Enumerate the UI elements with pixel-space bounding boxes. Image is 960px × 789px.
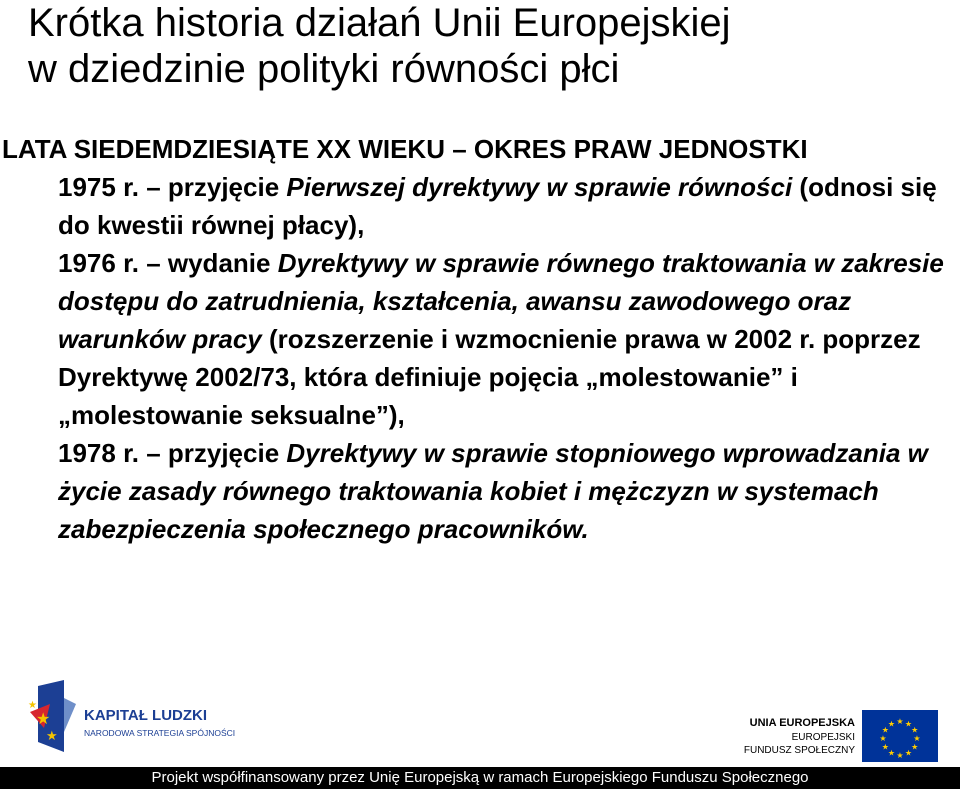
logo-left-name: KAPITAŁ LUDZKI	[84, 707, 208, 724]
svg-text:★: ★	[28, 700, 37, 711]
svg-text:★: ★	[46, 729, 58, 744]
slide-content	[0, 130, 960, 548]
slide-title	[28, 0, 948, 92]
item-year: 1976 r. – wydanie	[58, 248, 271, 278]
item-1978	[0, 434, 960, 548]
eu-star-icon: ★	[904, 748, 913, 758]
item-year: 1975 r. – przyjęcie	[58, 172, 280, 202]
eu-star-icon: ★	[913, 734, 921, 743]
item-1976	[0, 244, 960, 434]
title-line-2: w dziedzinie polityki równości płci	[28, 47, 620, 91]
eu-star-icon: ★	[911, 725, 919, 735]
item-directive: Dyrektywy w sprawie stopniowego wprowadzania w życie zasady równego traktowania kobiet i mężczyzn w systemach zabezpieczenia społecznego pracowników.	[58, 438, 928, 544]
kapital-ludzki-logo	[20, 678, 250, 758]
eu-star-icon: ★	[904, 719, 913, 729]
eu-fund-logo	[740, 708, 940, 764]
item-rest: (rozszerzenie i wzmocnienie prawa w 2002 r. poprzez Dyrektywę 2002/73, która definiuje pojęcia „molestowanie” i „molestowanie seksualne”),	[58, 324, 921, 430]
eu-star-icon: ★	[896, 717, 904, 726]
logo-right-line3: FUNDUSZ SPOŁECZNY	[743, 745, 855, 756]
eu-star-icon: ★	[887, 719, 896, 729]
eu-star-icon: ★	[879, 734, 887, 743]
footer-text: Projekt współfinansowany przez Unię Europejską w ramach Europejskiego Funduszu Społecznego	[151, 769, 809, 786]
eu-flag-icon	[862, 710, 938, 762]
logo-right-line1: UNIA EUROPEJSKA	[749, 717, 855, 729]
footer-bar	[0, 767, 960, 789]
eu-star-icon: ★	[887, 748, 896, 758]
kapital-ludzki-emblem-icon	[28, 680, 76, 752]
eu-star-icon: ★	[881, 742, 889, 752]
item-1975	[0, 168, 960, 244]
logo-left-subtitle: NARODOWA STRATEGIA SPÓJNOŚCI	[84, 728, 236, 738]
item-directive: Pierwszej dyrektywy w sprawie równości	[286, 172, 793, 202]
item-rest: (odnosi się do kwestii równej płacy),	[58, 172, 937, 240]
title-line-1: Krótka historia działań Unii Europejskiej	[28, 1, 731, 45]
eu-star-icon: ★	[881, 725, 889, 735]
section-heading: LATA SIEDEMDZIESIĄTE XX WIEKU – OKRES PRAW JEDNOSTKI	[2, 134, 808, 164]
svg-text:★: ★	[36, 709, 51, 728]
item-year: 1978 r. – przyjęcie	[58, 438, 280, 468]
logo-right-line2: EUROPEJSKI	[791, 732, 855, 743]
eu-star-icon: ★	[896, 751, 904, 760]
item-directive: Dyrektywy w sprawie równego traktowania w zakresie dostępu do zatrudnienia, kształcenia, awansu zawodowego oraz warunków pracy	[58, 248, 944, 354]
eu-star-icon: ★	[911, 742, 919, 752]
